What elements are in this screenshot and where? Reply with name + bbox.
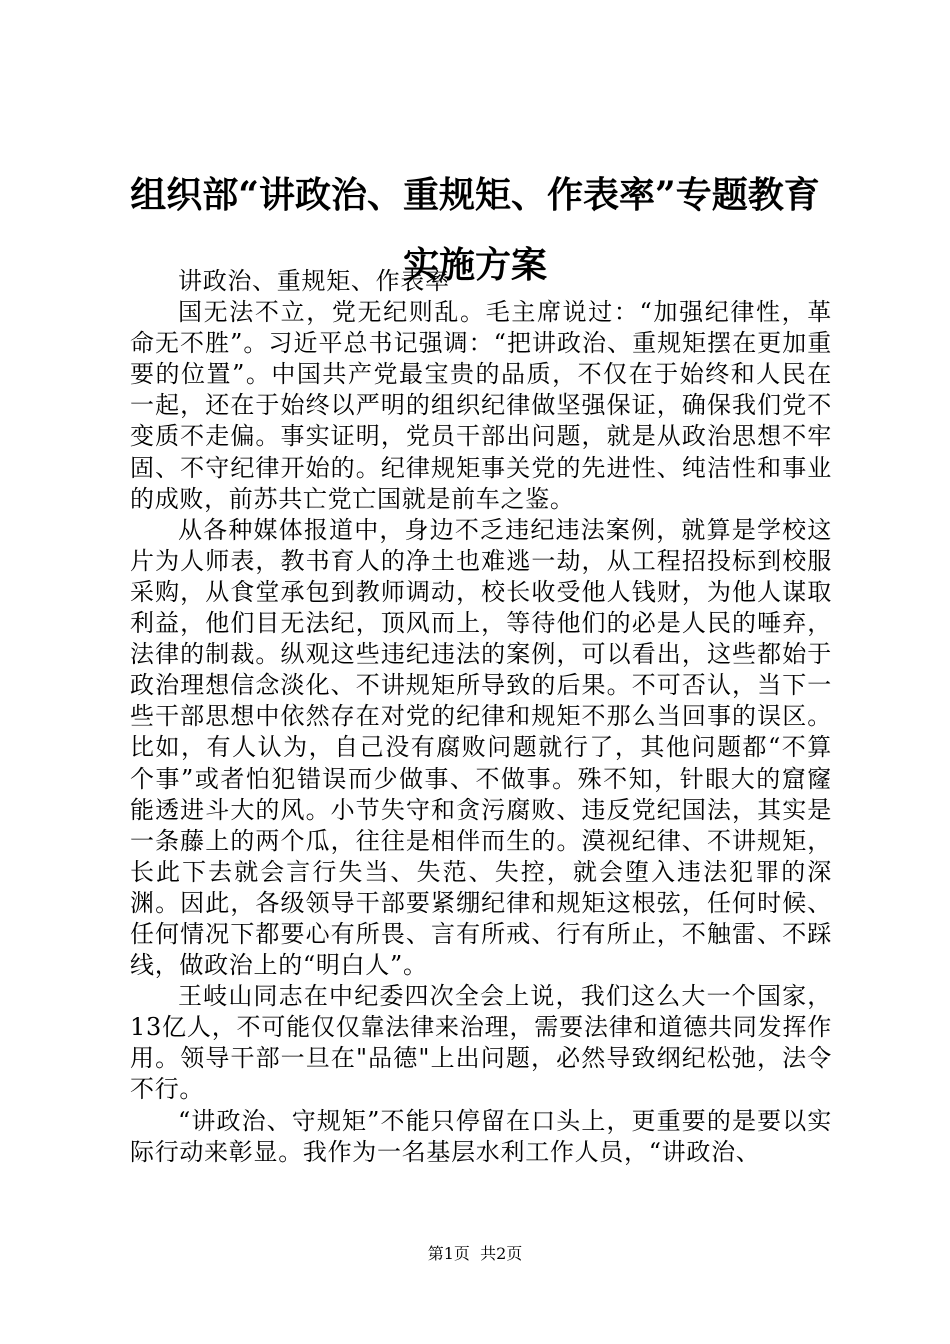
subtitle: 讲政治、重规矩、作表率: [178, 267, 450, 295]
page-number: 第1页 共2页: [427, 1244, 523, 1263]
title-line-2: 实施方案: [402, 244, 547, 286]
paragraph-3: 王岐山同志在中纪委四次全会上说，我们这么大一个国家，13亿人，不可能仅仅靠法律来治理，需要法律和道德共同发挥作用。领导干部一旦在"品德"上出问题，必然导致纲纪松弛，法令不行。: [130, 982, 832, 1104]
document-body: [130, 266, 832, 1168]
paragraph-1: 国无法不立，党无纪则乱。毛主席说过：“加强纪律性，革命无不胜”。习近平总书记强调：“把讲政治、重规矩摆在更加重要的位置”。中国共产党最宝贵的品质，不仅在于始终和人民在一起，还在于始终以严明的组织纪律做坚强保证，确保我们党不变质不走偏。事实证明，党员干部出问题，就是从政治思想不牢固、不守纪律开始的。纪律规矩事关党的先进性、纯洁性和事业的成败，前苏共亡党亡国就是前车之鉴。: [130, 298, 832, 513]
title-line-1: 组织部“讲政治、重规矩、作表率”专题教育: [130, 174, 820, 216]
paragraph-2: 从各种媒体报道中，身边不乏违纪违法案例，就算是学校这片为人师表，教书育人的净土也难逃一劫，从工程招投标到校服采购，从食堂承包到教师调动，校长收受他人钱财，为他人谋取利益，他们目无法纪，顶风而上，等待他们的必是人民的唾弃，法律的制裁。纵观这些违纪违法的案例，可以看出，这些都始于政治理想信念淡化、不讲规矩所导致的后果。不可否认，当下一些干部思想中依然存在对党的纪律和规矩不那么当回事的误区。比如，有人认为，自己没有腐败问题就行了，其他问题都“不算个事”或者怕犯错误而少做事、不做事。殊不知，针眼大的窟窿能透进斗大的风。小节失守和贪污腐败、违反党纪国法，其实是一条藤上的两个瓜，往往是相伴而生的。漠视纪律、不讲规矩，长此下去就会言行失当、失范、失控，就会堕入违法犯罪的深渊。因此，各级领导干部要紧绷纪律和规矩这根弦，任何时候、任何情况下都要心有所畏、言有所戒、行有所止，不触雷、不踩线，做政治上的“明白人”。: [130, 515, 832, 980]
paragraph-4: “讲政治、守规矩”不能只停留在口头上，更重要的是要以实际行动来彰显。我作为一名基层水利工作人员，“讲政治、: [130, 1106, 832, 1166]
page-footer: [0, 1243, 950, 1265]
